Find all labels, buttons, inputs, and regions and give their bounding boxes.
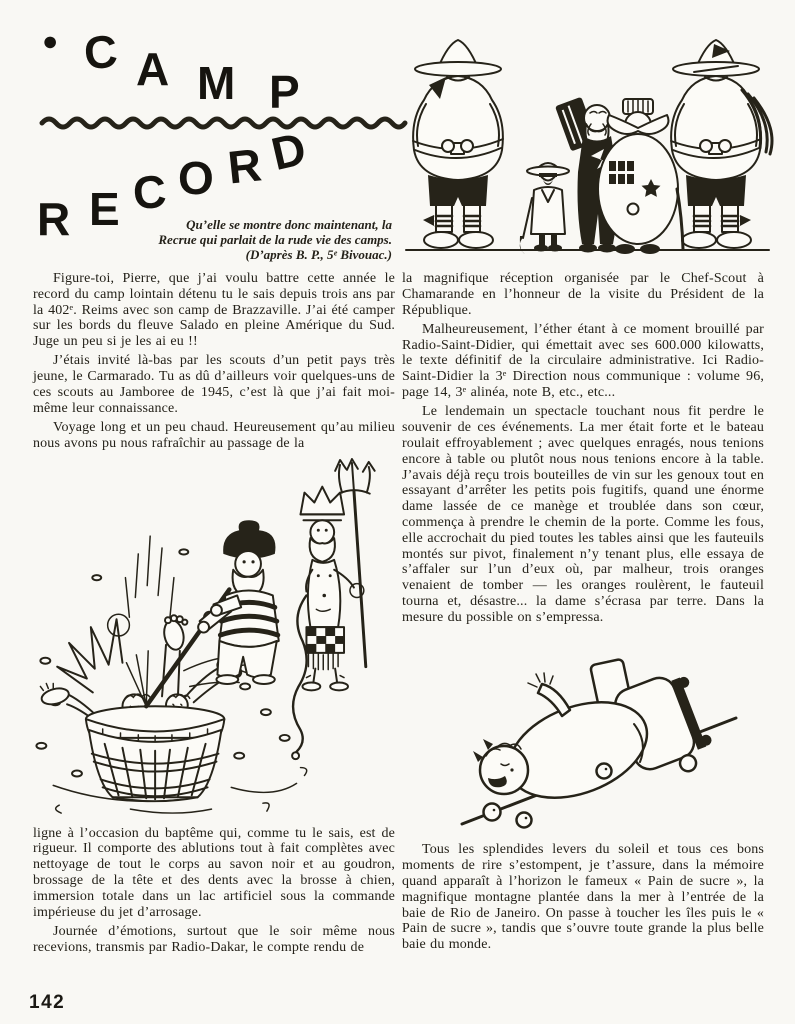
body-paragraph: Malheureusement, l’éther étant à ce moment brouillé par Radio-Saint-Didier, qui émettait avec ses 600.000 kilowatts, le texte définitif de la circulaire administrative. Ici Radio-Saint-Didier la 3ᵉ Direction nous communique : volume 96, page 14, 3ᵉ alinéa, note B, etc., etc... [402,321,764,401]
baptism-illustration [35,457,395,824]
left-guard-figure [413,40,503,248]
right-guard-figure [671,40,772,248]
title-letter-r1: R [37,193,71,245]
officer-figure [598,99,683,254]
title-letter-d: D [266,121,311,181]
body-paragraph: Figure-toi, Pierre, que j’ai voulu battre cette année le record du camp lointain détenu tu le sais depuis trois ans par la 402ᵉ. Reims avec son camp de Brazzaville. J’ai été camper sur les bords du fleuve Salado en pleine Amérique du Sud. Juge un peu si je les ai eu !! [33,271,395,350]
baptism-illustration-svg [35,457,387,819]
fallen-lady-illustration [452,640,764,837]
honor-guard-illustration [400,22,775,260]
caption-line-2: Recrue qui parlait de la rude vie des camps. [158,231,392,247]
body-paragraph: Journée d’émotions, surtout que le soir même nous recevions, transmis par Radio-Dakar, le compte rendu de [33,923,395,955]
masthead-caption [78,218,392,263]
hanging-rope [293,595,307,751]
right-column [402,271,764,956]
body-paragraph: Tous les splendides levers du soleil et tous ces bons moments de rire s’estompent, je t’assure, dans la mémoire quand apparaît à l’horizon le fameux « Pain de sucre », la magnifique montagne plantée dans la mer à l’entrée de la baie de Rio de Janeiro. On passe à toucher les îles puis le « Pain de sucre », tandis que s’ouvre toute grande la plus belle baie du monde. [402,842,764,953]
title-letter-p: P [269,66,300,118]
body-paragraph: la magnifique réception organisée par le Chef-Scout à Chamarande en l’honneur de la visite du Président de la République. [402,271,764,318]
body-paragraph: Le lendemain un spectacle touchant nous fit perdre le souvenir de ces événements. La mer était forte et le bateau roulait effroyablement ; avec quelques enragés, nous tenions encore à table ou plutôt nous nous tenions encore à la table. J’avais déjà reçu trois bouteilles de vin sur les genoux tout en essayant d’arrêter les petits pois fugitifs, quand une énorme dame lassée de ce manège et troublée dans son cœur, commença à prendre le chemin de la porte. Comme les fous, elle accrochait du pied toutes les tables ainsi que les fauteuils montés sur pivot, finalement n’y tenant plus, elle essaya de s’affaler sur l’un d’eux où, par malheur, trois oranges venaient de tomber — les oranges roulèrent, le fauteuil tourna et, désastre... la dame s’écrasa par terre. Dans la mesure du possible on s’empressa. [402,404,764,625]
wavy-divider [38,113,410,133]
title-letter-a: A [136,43,170,95]
left-column [33,271,395,959]
fallen-lady-illustration-svg [452,640,742,832]
title-letter-c1: C [81,24,120,80]
title-letter-m: M [197,57,236,109]
body-paragraph: ligne à l’occasion du baptême qui, comme tu le sais, est de rigueur. Il comporte des ablutions tout à fait complètes avec nettoyage de tout le corps au savon noir et au goudron, brossage de la tête et des dents avec la brosse à chien, immersion totale dans un lac artificiel sous la commande impérieuse du jet d’arrosage. [33,825,395,920]
title-bullet: ● [42,26,59,56]
title-letter-c2: C [131,164,169,220]
body-paragraph: Voyage long et un peu chaud. Heureusement qu’au milieu nous avons pu nous rafraîchir au passage de la [33,420,395,451]
title-letter-r2: R [225,138,264,194]
small-scout-figure [520,163,569,254]
body-paragraph: J’étais invité là-bas par les scouts d’un petit pays très jeune, le Carmarado. Tu as dû d’ailleurs voir quelques-uns de ces scouts au Jamboree de 1945, c’est là que j’ai fait moi-même leur connaissance. [33,353,395,416]
title-letter-e: E [89,183,120,235]
title-letter-o: O [178,152,214,204]
wooden-tub [86,706,224,801]
caption-line-1: Qu’elle se montre donc maintenant, la [186,217,392,232]
rope-end [292,752,299,759]
page-number: 142 [29,992,66,1013]
dunker-figure [198,520,279,684]
caption-credit: (D’après B. P., 5ᵉ Bivouac.) [245,247,392,263]
